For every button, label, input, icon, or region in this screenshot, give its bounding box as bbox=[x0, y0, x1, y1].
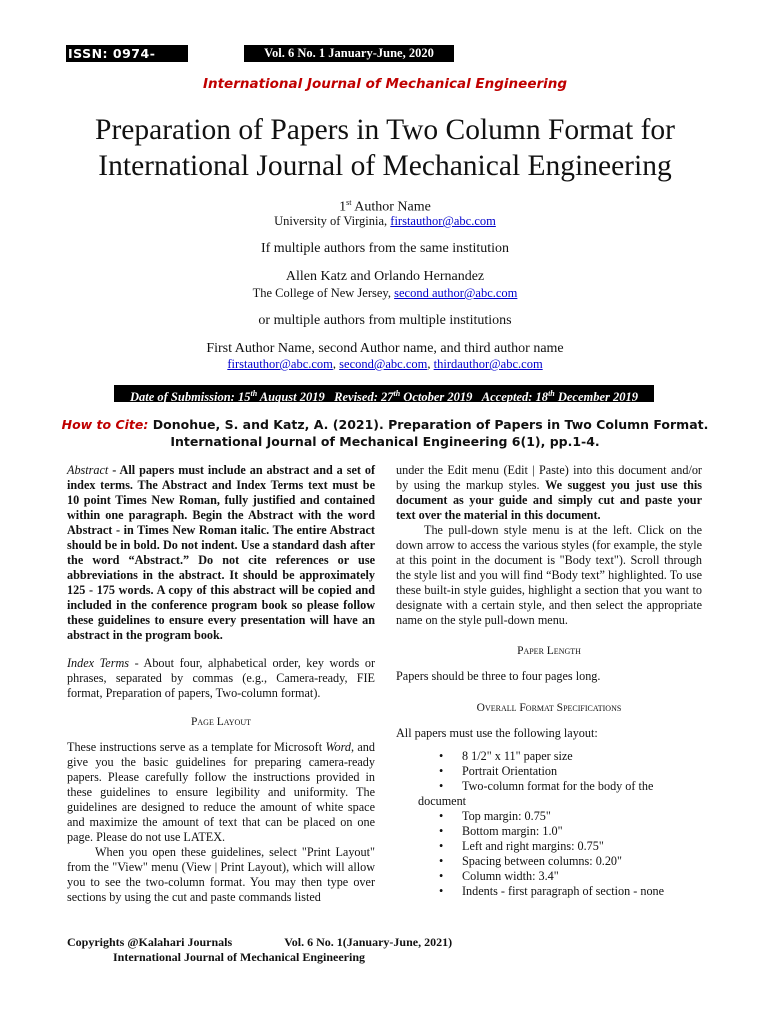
list-item: • Column width: 3.4" bbox=[396, 869, 702, 884]
page-layout-paragraph-1: These instructions serve as a template for Microsoft Word, and give you the basic guidelines for preparing camera-ready papers. Please carefully follow the instructions provided in these guidelines to ensure legibility and uniformity. The guidelines are designed to reduce the amount of white space and maximize the amount of text that can be placed on one page. Please do not use LATEX. bbox=[67, 740, 375, 844]
same-institution-authors: Allen Katz and Orlando Hernandez bbox=[285, 269, 485, 284]
right-column bbox=[396, 463, 702, 899]
dates-bar: Date of Submission: 15th August 2019 Revised: 27th October 2019 Accepted: 18th December 2019 bbox=[114, 385, 654, 402]
list-item: • Indents - first paragraph of section - none bbox=[396, 884, 702, 899]
second-author-email[interactable]: second author@abc.com bbox=[394, 286, 518, 300]
how-to-cite bbox=[60, 416, 710, 450]
section-paper-length: Paper Length bbox=[517, 645, 581, 657]
list-item: • Two-column format for the body of the document bbox=[396, 779, 702, 809]
abstract: Abstract - All papers must include an abstract and a set of index terms. The Abstract and Index Terms text must be 10 point Times New Roman, fully justified and contained within one paragraph. Begin the Abstract with the word Abstract - in Times New Roman italic. The entire Abstract should be in bold. Do not indent. Use a standard dash after the word “Abstract.” Do not cite references or use abbreviations in the abstract. It should be approximately 125 - 175 words. A copy of this abstract will be copied and included in the conference program book so please follow these guidelines to ensure every presentation will have an abstract in the program book. bbox=[67, 463, 375, 642]
section-page-layout: Page Layout bbox=[191, 716, 251, 728]
issn-label: ISSN: 0974-5823 bbox=[66, 45, 188, 62]
list-item: • Bottom margin: 1.0" bbox=[396, 824, 702, 839]
footer-journal: International Journal of Mechanical Engineering bbox=[113, 950, 365, 964]
footer-copyright: Copyrights @Kalahari Journals bbox=[67, 935, 233, 949]
paper-length-text: Papers should be three to four pages long. bbox=[396, 669, 601, 683]
first-author-name: 1st Author Name bbox=[339, 198, 431, 215]
footer-volume: Vol. 6 No. 1(January-June, 2021) bbox=[284, 935, 453, 949]
multi-institution-note: or multiple authors from multiple institutions bbox=[258, 313, 512, 328]
edit-menu-paragraph: under the Edit menu (Edit | Paste) into this document and/or by using the markup styles. We suggest you just use this document as your guide and simply cut and paste your text over the material in this document. bbox=[396, 463, 702, 522]
first-author-affiliation: University of Virginia, firstauthor@abc.com bbox=[274, 214, 496, 228]
footer-line-1 bbox=[67, 935, 452, 950]
style-menu-paragraph: The pull-down style menu is at the left. Click on the down arrow to access the various styles (for example, the style at this point in the document is "Body text"). Scroll through the style list and you will find “Body text” highlighted. To use these built-in style guides, highlight a section that you want to designate with a certain style, and then select the appropriate name on the style pull-down menu. bbox=[396, 523, 702, 627]
list-item: • Portrait Orientation bbox=[396, 764, 702, 779]
email-link-1[interactable]: firstauthor@abc.com bbox=[227, 357, 333, 371]
list-item: • Top margin: 0.75" bbox=[396, 809, 702, 824]
title-line-2: International Journal of Mechanical Engineering bbox=[98, 150, 672, 182]
list-item: • 8 1/2" x 11" paper size bbox=[396, 749, 702, 764]
same-institution-affiliation: The College of New Jersey, second author@abc.com bbox=[252, 286, 518, 300]
list-item: • Spacing between columns: 0.20" bbox=[396, 854, 702, 869]
title-line-1: Preparation of Papers in Two Column Format for bbox=[95, 114, 675, 146]
multi-institution-authors: First Author Name, second Author name, and third author name bbox=[206, 341, 564, 356]
first-author-email[interactable]: firstauthor@abc.com bbox=[390, 214, 496, 228]
section-overall-format: Overall Format Specifications bbox=[476, 702, 622, 714]
multi-author-emails: firstauthor@abc.com, second@abc.com, thirdauthor@abc.com bbox=[227, 357, 543, 371]
list-item: • Left and right margins: 0.75" bbox=[396, 839, 702, 854]
paper-title bbox=[40, 112, 730, 184]
same-institution-note: If multiple authors from the same institution bbox=[260, 241, 510, 256]
cite-text: Donohue, S. and Katz, A. (2021). Preparation of Papers in Two Column Format. International Journal of Mechanical Engineering 6(1), pp.1-4. bbox=[148, 417, 709, 449]
volume-label: Vol. 6 No. 1 January-June, 2020 bbox=[244, 45, 454, 62]
page-layout-paragraph-2: When you open these guidelines, select "Print Layout" from the "View" menu (View | Print Layout), which will allow you to see the two-column format. You may then type over sections by using the cut and paste commands listed bbox=[67, 845, 375, 904]
overall-intro: All papers must use the following layout: bbox=[396, 726, 598, 740]
journal-name: International Journal of Mechanical Engineering bbox=[202, 76, 568, 92]
spec-list bbox=[396, 749, 702, 899]
email-link-3[interactable]: thirdauthor@abc.com bbox=[433, 357, 543, 371]
left-column bbox=[67, 463, 375, 905]
index-terms: Index Terms - About four, alphabetical order, key words or phrases, separated by commas (e.g., Camera-ready, FIE format, Preparation of papers, Two-column format). bbox=[67, 656, 375, 700]
cite-label: How to Cite: bbox=[61, 417, 149, 432]
email-link-2[interactable]: second@abc.com bbox=[339, 357, 428, 371]
